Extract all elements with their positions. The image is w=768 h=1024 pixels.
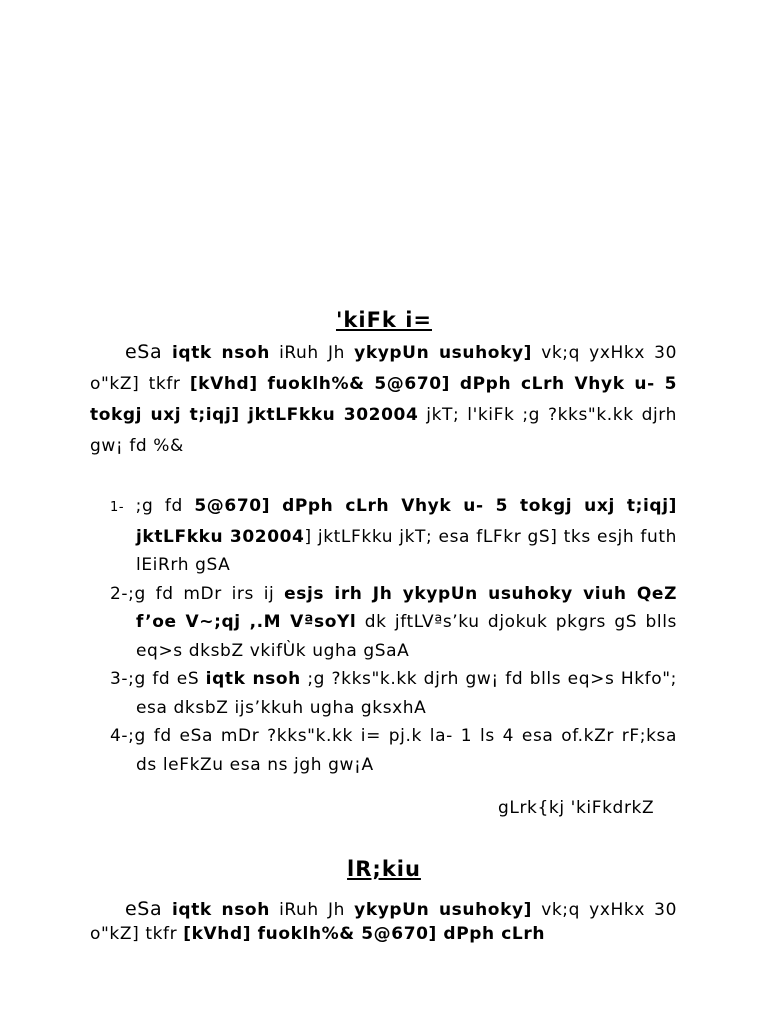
list-item-text: ;g fd xyxy=(135,496,195,516)
list-item-bold: esjs irh Jh ykypUn usuhoky viuh QeZ f’oe V~;qj ,.M VªsoYl xyxy=(136,583,677,632)
list-item-number: 2- xyxy=(110,583,129,604)
verif-husband-name: ykypUn usuhoky] xyxy=(354,900,533,920)
list-item-text: ;g ?kks"k.kk djrh gw¡ fd blls eq>s Hkfo"; esa dksbZ ijs’kkuh ugha gksxhA xyxy=(136,669,678,718)
list-item-text: ;g fd mDr irs ij xyxy=(128,583,285,604)
list-item-number: 3- xyxy=(110,669,129,689)
list-item-bold: iqtk nsoh xyxy=(205,669,301,689)
verification-title: lR;kiu xyxy=(347,857,421,881)
intro-text-1: eSa xyxy=(125,341,172,363)
verif-text-3: vk;q yxHkx 30 o"kZ] tkfr xyxy=(90,900,677,944)
address: [kVhd] fuoklh%& 5@670] dPph cLrh Vhyk u- 5 tokgj uxj t;iqj] jktLFkku 302004 xyxy=(90,374,677,425)
list-item xyxy=(110,580,677,666)
list-item-bold: 5@670] dPph cLrh Vhyk u- 5 tokgj uxj t;iqj] jktLFkku 302004 xyxy=(136,496,677,547)
list-item xyxy=(110,665,677,722)
affidavit-title: 'kiFk i= xyxy=(335,308,432,332)
verif-deponent-name: iqtk nsoh xyxy=(172,900,270,920)
list-item-text: dk jftLVªs’ku djokuk pkgrs gS blls eq>s dksbZ vkifÙk ugha gSaA xyxy=(136,612,678,661)
signature-label: gLrk{kj 'kiFkdrkZ xyxy=(498,798,655,818)
verification-paragraph xyxy=(90,897,677,946)
verif-text-2: iRuh Jh xyxy=(269,900,355,920)
intro-text-4: jkT; l'kiFk ;g ?kks"k.kk djrh gw¡ fd %& xyxy=(90,405,677,456)
intro-text-3: vk;q yxHkx 30 o"kZ] tkfr xyxy=(90,343,677,394)
intro-text-2: iRuh Jh xyxy=(269,343,355,363)
verif-text-1: eSa xyxy=(125,898,172,920)
list-item xyxy=(110,492,677,580)
affidavit-intro-paragraph xyxy=(90,337,677,462)
list-item-number: 1- xyxy=(110,500,125,515)
declaration-list xyxy=(110,492,677,779)
husband-name: ykypUn usuhoky] xyxy=(354,343,533,363)
list-item-text: ] jktLFkku jkT; esa fLFkr gS] tks esjh futh lEiRrh gSA xyxy=(136,526,677,575)
list-item-number: 4- xyxy=(110,726,129,746)
deponent-name: iqtk nsoh xyxy=(172,343,270,363)
verif-address: [kVhd] fuoklh%& 5@670] dPph cLrh xyxy=(183,924,546,944)
list-item-text: ;g fd eS xyxy=(128,669,206,689)
list-item xyxy=(110,722,677,779)
list-item-text: ;g fd eSa mDr ?kks"k.kk i= pj.k la- 1 ls 4 esa of.kZr rF;ksa ds leFkZu esa ns jgh gw¡A xyxy=(128,726,677,775)
